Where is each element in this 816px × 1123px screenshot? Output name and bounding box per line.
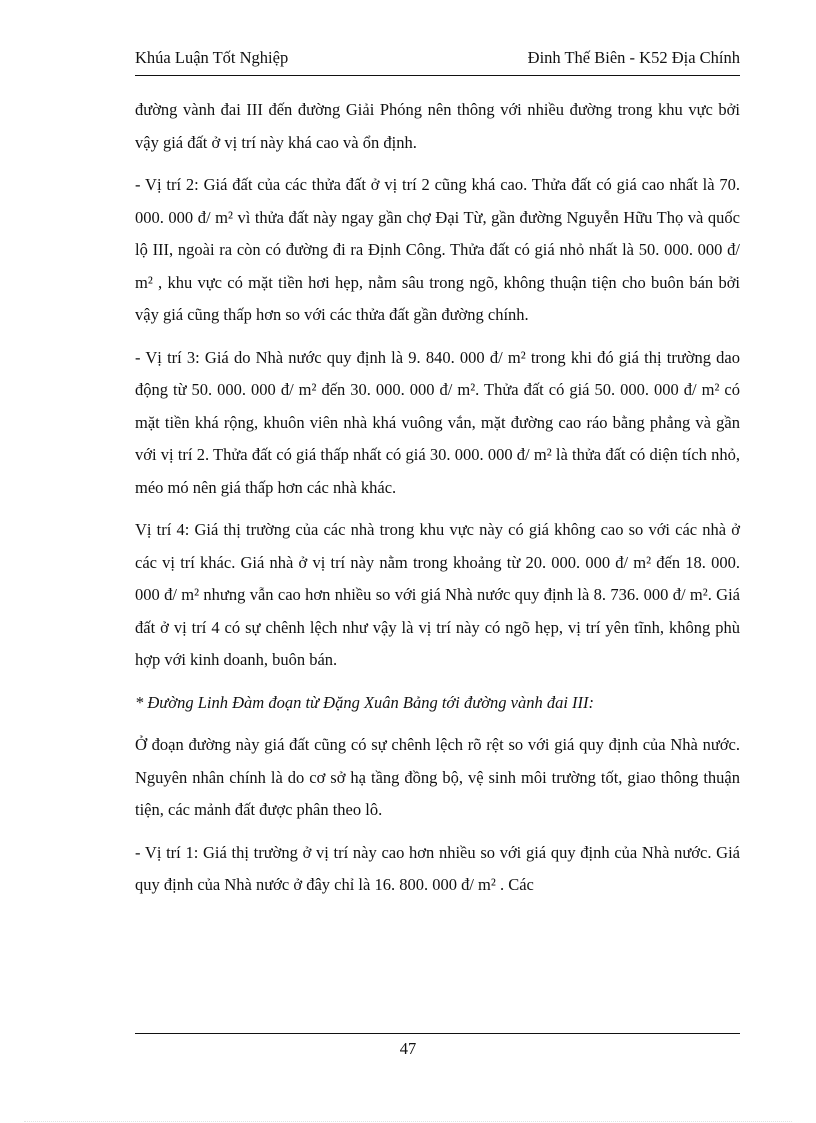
paragraph-position-3: - Vị trí 3: Giá do Nhà nước quy định là 9. 840. 000 đ/ m² trong khi đó giá thị trường dao động từ 50. 000. 000 đ/ m² đến 30. 000. 000 đ/ m². Thửa đất có giá 50. 000. 000 đ/ m² có mặt tiền khá rộng, khuôn viên nhà khá vuông vắn, mặt đường cao ráo bằng phẳng và gần với vị trí 2. Thửa đất có giá thấp nhất có giá 30. 000. 000 đ/ m² là thửa đất có diện tích nhỏ, méo mó nên giá thấp hơn các nhà khác.	[135, 347, 740, 497]
paragraph-continuation: đường vành đai III đến đường Giải Phóng nên thông với nhiều đường trong khu vực bởi vậy giá đất ở vị trí này khá cao và ổn định.	[135, 100, 740, 152]
paragraph-linh-dam-position-1: - Vị trí 1: Giá thị trường ở vị trí này cao hơn nhiều so với giá quy định của Nhà nước. Giá quy định của Nhà nước ở đây chỉ là 16. 800. 000 đ/ m² . Các	[135, 842, 740, 894]
section-heading-linh-dam: * Đường Linh Đàm đoạn từ Đặng Xuân Bảng tới đường vành đai III:	[135, 692, 595, 712]
page-edge	[24, 1121, 792, 1122]
page-header	[135, 48, 740, 72]
header-thesis-title: Khúa Luận Tốt Nghiệp	[135, 48, 289, 67]
paragraph-linh-dam-intro: Ở đoạn đường này giá đất cũng có sự chênh lệch rõ rệt so với giá quy định của Nhà nước. Nguyên nhân chính là do cơ sở hạ tầng đồng bộ, vệ sinh môi trường tốt, giao thông thuận tiện, các mảnh đất được phân theo lô.	[135, 735, 740, 819]
page-body	[135, 94, 740, 912]
paragraph-position-4: Vị trí 4: Giá thị trường của các nhà trong khu vực này có giá không cao so với các nhà ở các vị trí khác. Giá nhà ở vị trí này nằm trong khoảng từ 20. 000. 000 đ/ m² đến 18. 000. 000 đ/ m² nhưng vẫn cao hơn nhiều so với giá Nhà nước quy định là 8. 736. 000 đ/ m². Giá đất ở vị trí 4 có sự chênh lệch như vậy là vị trí này có ngõ hẹp, vị trí yên tĩnh, không phù hợp với kinh doanh, buôn bán.	[135, 520, 740, 669]
header-divider	[135, 75, 740, 76]
page-number: 47	[399, 1039, 417, 1058]
header-author: Đinh Thế Biên - K52 Địa Chính	[527, 48, 740, 67]
footer-divider	[135, 1033, 740, 1034]
paragraph-position-2: - Vị trí 2: Giá đất của các thửa đất ở vị trí 2 cũng khá cao. Thửa đất có giá cao nhất là 70. 000. 000 đ/ m² vì thửa đất này ngay gần chợ Đại Từ, gần đường Nguyễn Hữu Thọ và quốc lộ III, ngoài ra còn có đường đi ra Định Công. Thửa đất có giá nhỏ nhất là 50. 000. 000 đ/ m² , khu vực có mặt tiền hơi hẹp, nằm sâu trong ngõ, không thuận tiện cho buôn bán bởi vậy giá cũng thấp hơn so với các thửa đất gần đường chính.	[135, 175, 740, 324]
